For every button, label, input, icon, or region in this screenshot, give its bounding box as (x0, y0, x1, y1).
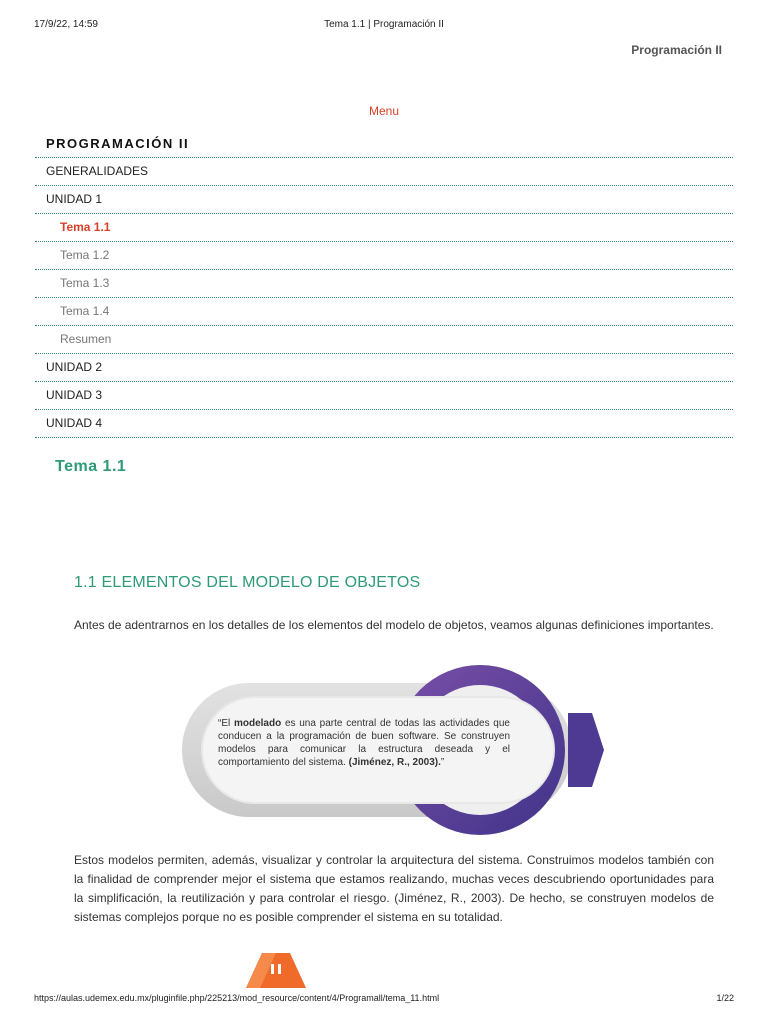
nav-item-unidad-1[interactable]: UNIDAD 1 (35, 186, 733, 214)
quote-bold-term: modelado (233, 718, 282, 729)
intro-paragraph: Antes de adentrarnos en los detalles de los elementos del modelo de objetos, veamos algunas definiciones importantes. (74, 618, 714, 632)
quote-body: es una parte central de todas las actividades que conducen a la programación de buen software. Se construyen modelos para comunicar la estructura deseada y el comportamiento del sistema. (218, 718, 510, 768)
quote-citation: (Jiménez, R., 2003). (348, 757, 441, 768)
nav-item-resumen[interactable]: Resumen (35, 326, 733, 354)
nav-heading[interactable]: PROGRAMACIÓN II (35, 130, 733, 158)
nav-item-tema-1-4[interactable]: Tema 1.4 (35, 298, 733, 326)
page-heading: Tema 1.1 (55, 458, 127, 475)
menu-toggle-button[interactable]: Menu (368, 104, 400, 118)
quote-open: “El (218, 718, 234, 729)
print-url: https://aulas.udemex.edu.mx/pluginfile.php/225213/mod_resource/content/4/Programall/tema_11.html (34, 993, 440, 1003)
site-title[interactable]: Programación II (631, 43, 722, 57)
nav-item-list (35, 158, 733, 438)
nav-item-tema-1-3[interactable]: Tema 1.3 (35, 270, 733, 298)
quote-close: ” (440, 757, 445, 768)
section-title: 1.1 ELEMENTOS DEL MODELO DE OBJETOS (74, 574, 421, 591)
nav-item-tema-1-2[interactable]: Tema 1.2 (35, 242, 733, 270)
nav-item-generalidades[interactable]: GENERALIDADES (35, 158, 733, 186)
nav-item-unidad-2[interactable]: UNIDAD 2 (35, 354, 733, 382)
decorative-icon-graphic (226, 948, 326, 988)
warning-shape-icon (226, 948, 326, 988)
quote-text (218, 717, 510, 769)
course-navigation (35, 130, 733, 438)
quote-callout (180, 665, 610, 835)
body-paragraph: Estos modelos permiten, además, visualizar y controlar la arquitectura del sistema. Construimos modelos también con la finalidad de comprender mejor el sistema que estamos realizando, muchas veces descubriendo oportunidades para la simplificación, la reutilización y para controlar el riesgo. (Jiménez, R., 2003). De hecho, se construyen modelos de sistemas complejos porque no es posible comprender el sistema en su totalidad. (74, 853, 714, 924)
print-datetime: 17/9/22, 14:59 (34, 19, 98, 30)
nav-item-unidad-4[interactable]: UNIDAD 4 (35, 410, 733, 438)
print-page-number: 1/22 (716, 993, 734, 1003)
nav-item-unidad-3[interactable]: UNIDAD 3 (35, 382, 733, 410)
nav-item-tema-1-1[interactable]: Tema 1.1 (35, 214, 733, 242)
print-page-title: Tema 1.1 | Programación II (324, 19, 444, 30)
